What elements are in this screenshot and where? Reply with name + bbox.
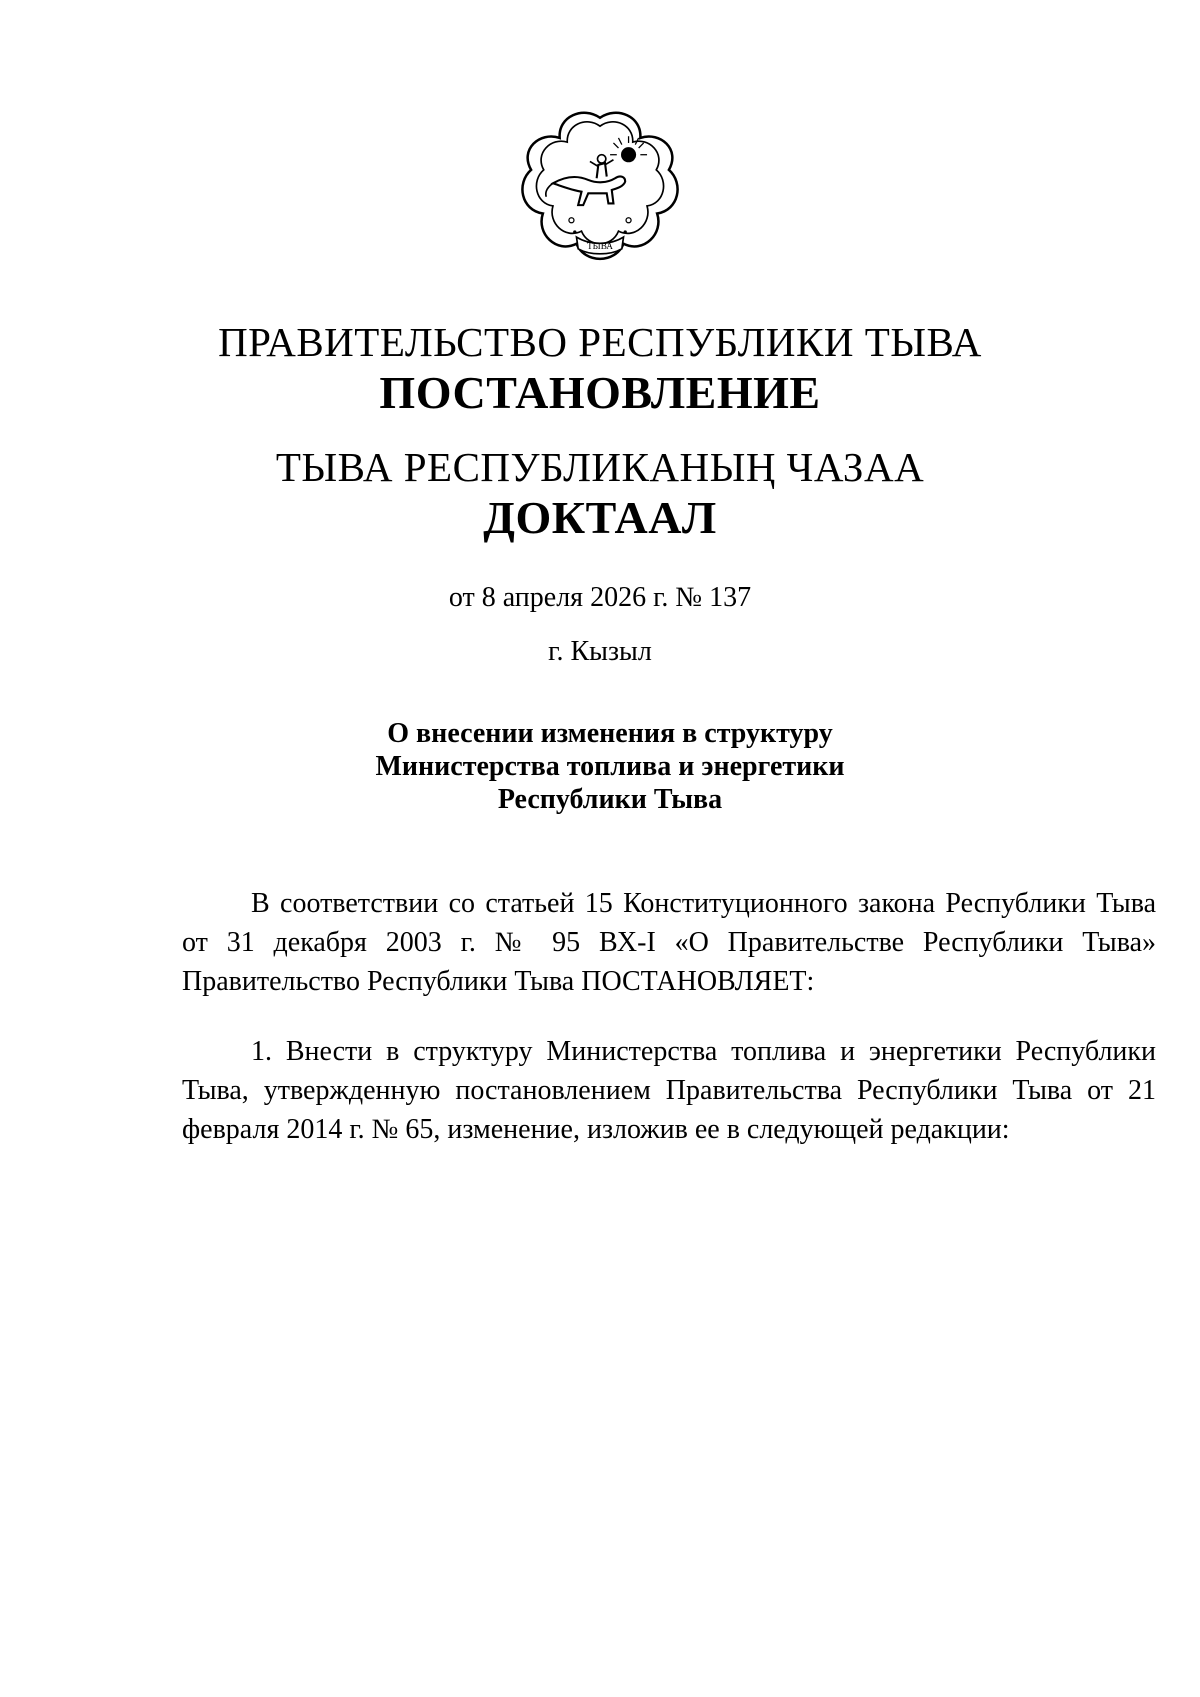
- decree-heading-ru: ПОСТАНОВЛЕНИЕ: [379, 367, 821, 418]
- decree-date-number: от 8 апреля 2026 г. № 137: [448, 582, 752, 613]
- government-name-tyv: ТЫВА РЕСПУБЛИКАНЫҢ ЧАЗАА: [275, 444, 925, 490]
- decree-title-line: Министерства топлива и энергетики: [375, 751, 845, 782]
- emblem-banner-text: ТЫВА: [587, 240, 613, 251]
- government-name-ru: ПРАВИТЕЛЬСТВО РЕСПУБЛИКИ ТЫВА: [218, 319, 982, 365]
- coat-of-arms-icon: [516, 106, 684, 274]
- decree-title-line: Республики Тыва: [497, 784, 723, 815]
- decree-title-line: О внесении изменения в структуру: [387, 718, 833, 749]
- decree-city: г. Кызыл: [548, 636, 652, 667]
- body-paragraph-preamble: В соответствии со статьей 15 Конституционного закона Республики Тыва от 31 декабря 2003 г. № 95 ВХ-I «О Правительстве Республики Тыва» Правительство Республики Тыва ПОСТАНОВЛЯЕТ:: [182, 888, 1156, 997]
- decree-title: [340, 717, 880, 816]
- decree-heading-tyv: ДОКТААЛ: [483, 492, 717, 543]
- body-paragraph-item-1: 1. Внести в структуру Министерства топлива и энергетики Республики Тыва, утвержденную постановлением Правительства Республики Тыва от 21 февраля 2014 г. № 65, изменение, изложив ее в следующей редакции:: [182, 1036, 1156, 1145]
